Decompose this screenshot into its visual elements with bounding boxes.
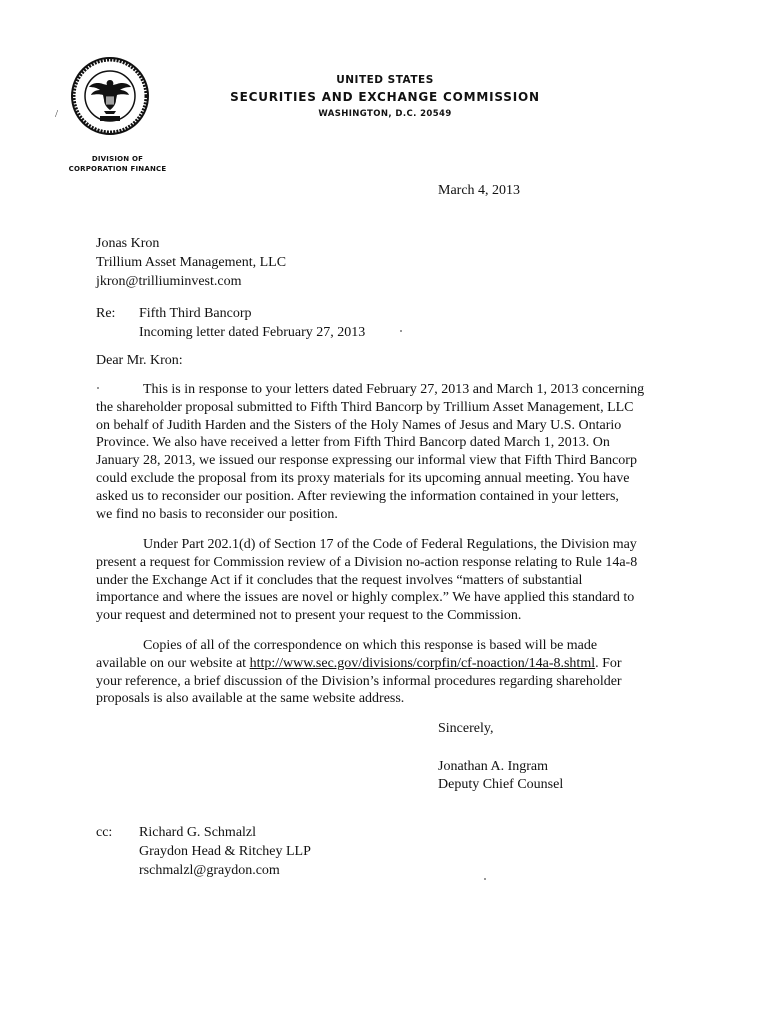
sec-noaction-link[interactable]: http://www.sec.gov/divisions/corpfin/cf-noaction/14a-8.shtml <box>249 655 596 671</box>
paragraph-line: your reference, a brief discussion of the Division’s informal procedures regarding shareholder <box>96 673 622 689</box>
paragraph-line: Under Part 202.1(d) of Section 17 of the Code of Federal Regulations, the Division may <box>143 537 637 552</box>
closing-block <box>438 720 563 794</box>
link-suffix: . For <box>595 655 622 671</box>
agency-header <box>180 74 590 119</box>
recipient-email: jkron@trilliuminvest.com <box>96 274 242 289</box>
closing: Sincerely, <box>438 721 494 736</box>
cc-company: Graydon Head & Ritchey LLP <box>139 844 311 859</box>
paragraph-line: we find no basis to reconsider our position. <box>96 506 338 522</box>
recipient-name: Jonas Kron <box>96 236 160 251</box>
paragraph-line: proposals is also available at the same website address. <box>96 691 405 707</box>
paragraph-line: on behalf of Judith Harden and the Sisters of the Holy Names of Jesus and Mary U.S. Ontario <box>96 417 622 433</box>
agency-line-3: WASHINGTON, D.C. 20549 <box>318 109 452 119</box>
paragraph-1 <box>96 381 661 523</box>
stray-mark: / <box>55 108 59 120</box>
paragraph-line: importance and where the issues are novel or highly complex.” We have applied this standard to <box>96 590 635 606</box>
paragraph-line: Province. We also have received a letter from Fifth Third Bancorp dated March 1, 2013. On <box>96 435 610 451</box>
signer-title: Deputy Chief Counsel <box>438 777 564 792</box>
cc-name: Richard G. Schmalzl <box>139 825 257 840</box>
paragraph-2 <box>96 536 661 625</box>
paragraph-line: your request and determined not to present your request to the Commission. <box>96 608 522 624</box>
re-label: Re: <box>96 306 116 321</box>
scan-speck <box>400 330 402 332</box>
paragraph-3 <box>96 637 661 708</box>
paragraph-line: the shareholder proposal submitted to Fifth Third Bancorp by Trillium Asset Management, LLC <box>96 399 634 415</box>
signer-name: Jonathan A. Ingram <box>438 759 549 774</box>
re-incoming: Incoming letter dated February 27, 2013 <box>139 325 366 340</box>
cc-label: cc: <box>96 825 113 840</box>
cc-email: rschmalzl@graydon.com <box>139 863 280 878</box>
letter-date: March 4, 2013 <box>438 183 521 198</box>
paragraph-line: present a request for Commission review of a Division no-action response relating to Rule 14a-8 <box>96 554 638 570</box>
recipient-company: Trillium Asset Management, LLC <box>96 255 287 270</box>
division-label <box>50 154 185 174</box>
scan-speck <box>97 387 99 389</box>
agency-line-1: UNITED STATES <box>336 74 434 86</box>
paragraph-line: asked us to reconsider our position. After reviewing the information contained in your letters, <box>96 488 619 504</box>
link-prefix: available on our website at <box>96 655 250 671</box>
agency-line-2: SECURITIES AND EXCHANGE COMMISSION <box>230 90 540 104</box>
re-subject: Fifth Third Bancorp <box>139 306 252 321</box>
paragraph-line: Copies of all of the correspondence on which this response is based will be made <box>143 638 598 653</box>
paragraph-line: January 28, 2013, we issued our response expressing our informal view that Fifth Third Bancorp <box>96 453 637 469</box>
sec-seal-icon <box>70 56 150 136</box>
scan-speck <box>484 878 486 880</box>
paragraph-line: This is in response to your letters dated February 27, 2013 and March 1, 2013 concerning <box>143 382 645 397</box>
salutation: Dear Mr. Kron: <box>96 353 183 368</box>
division-line-2: CORPORATION FINANCE <box>68 165 167 173</box>
paragraph-line: under the Exchange Act if it concludes that the request involves “matters of substantial <box>96 572 583 588</box>
recipient-address <box>96 234 286 291</box>
division-line-1: DIVISION OF <box>91 155 144 163</box>
paragraph-line: could exclude the proposal from its proxy materials for its upcoming annual meeting. You have <box>96 470 630 486</box>
paragraph-line-with-link <box>96 655 661 673</box>
